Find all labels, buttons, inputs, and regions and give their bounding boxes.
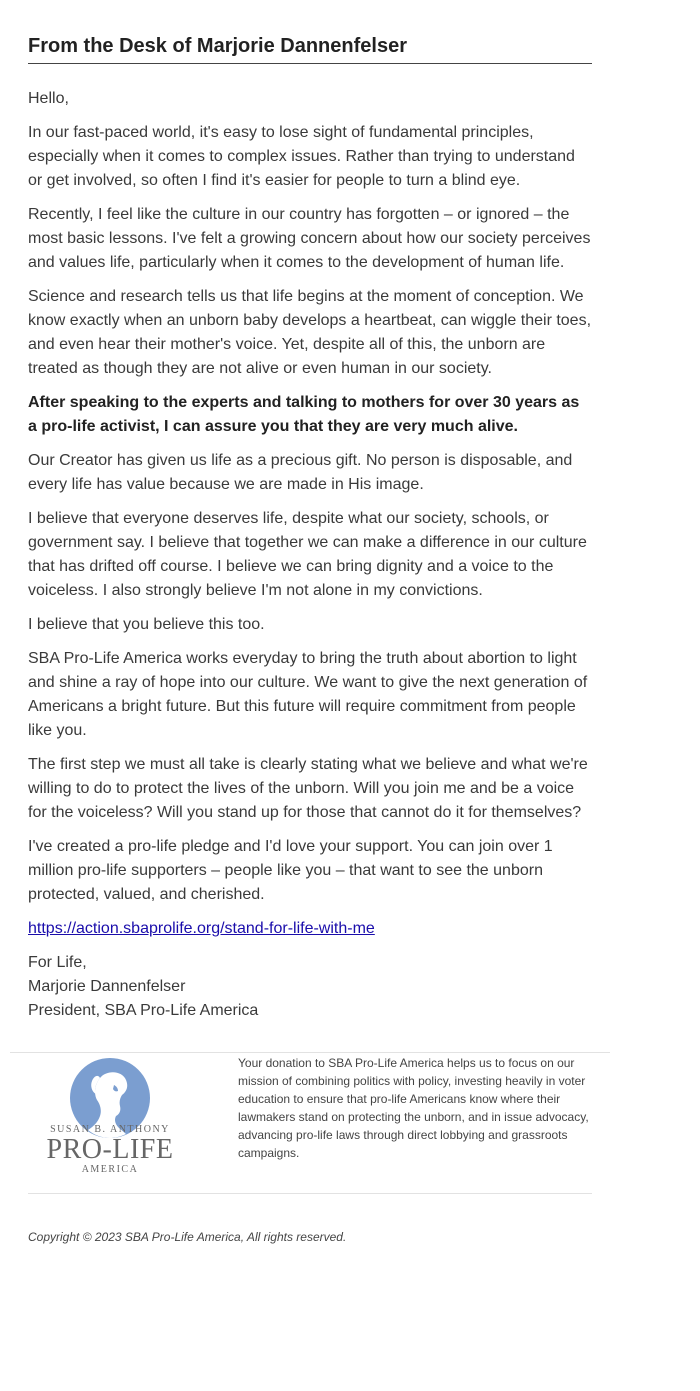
page-title: From the Desk of Marjorie Dannenfelser <box>28 34 592 64</box>
paragraph-10: I've created a pro-life pledge and I'd love your support. You can join over 1 million pro-life supporters – people like you – that want to see the unborn protected, valued, and cherished. <box>28 838 553 903</box>
logo-bottom-text: AMERICA <box>81 1164 139 1175</box>
copyright-notice: Copyright © 2023 SBA Pro-Life America, All rights reserved. <box>28 1230 347 1244</box>
signer-name: Marjorie Dannenfelser <box>28 978 186 995</box>
donation-description: Your donation to SBA Pro-Life America helps us to focus on our mission of combining politics with policy, investing heavily in voter education to ensure that pro-life Americans know where their lawmakers stand on protecting the unborn, and in issue advocacy, advancing pro-life laws through direct lobbying and grassroots campaigns. <box>238 1056 589 1160</box>
sba-logo <box>28 1058 192 1176</box>
paragraph-9: The first step we must all take is clearly stating what we believe and what we're willing to do to protect the lives of the unborn. Will you join me and be a voice for the voiceless? Will you stand up for those that cannot do it for themselves? <box>28 756 588 821</box>
paragraph-2: Recently, I feel like the culture in our country has forgotten – or ignored – the most basic lessons. I've felt a growing concern about how our society perceives and values life, particularly when it comes to the development of human life. <box>28 206 591 271</box>
logo-main-text: PRO-LIFE <box>46 1134 174 1165</box>
footer-divider-top <box>10 1052 610 1053</box>
signoff: For Life, <box>28 954 87 971</box>
letter-body <box>28 0 592 1023</box>
paragraph-7: I believe that you believe this too. <box>28 616 265 633</box>
paragraph-5: Our Creator has given us life as a precious gift. No person is disposable, and every life has value because we are made in His image. <box>28 452 573 493</box>
paragraph-1: In our fast-paced world, it's easy to lose sight of fundamental principles, especially when it comes to complex issues. Rather than trying to understand or get involved, so often I find it's easier for people to turn a blind eye. <box>28 124 575 189</box>
signer-title: President, SBA Pro-Life America <box>28 1002 259 1019</box>
paragraph-6: I believe that everyone deserves life, despite what our society, schools, or government say. I believe that together we can make a difference in our culture that has drifted off course. I believe we can bring dignity and a voice to the voiceless. I also strongly believe I'm not alone in my convictions. <box>28 510 587 599</box>
paragraph-4-bold: After speaking to the experts and talking to mothers for over 30 years as a pro-life activist, I can assure you that they are very much alive. <box>28 394 580 435</box>
pledge-link[interactable]: https://action.sbaprolife.org/stand-for-life-with-me <box>28 920 375 937</box>
footer-divider-bottom <box>28 1193 592 1194</box>
logo-top-text: SUSAN B. ANTHONY <box>50 1124 170 1135</box>
paragraph-3: Science and research tells us that life begins at the moment of conception. We know exactly when an unborn baby develops a heartbeat, can wiggle their toes, and even hear their mother's voice. Yet, despite all of this, the unborn are treated as though they are not alive or even human in our society. <box>28 288 592 377</box>
greeting: Hello, <box>28 90 69 107</box>
pledge-link-paragraph <box>28 917 592 941</box>
paragraph-8: SBA Pro-Life America works everyday to bring the truth about abortion to light and shine a ray of hope into our culture. We want to give the next generation of Americans a bright future. But this future will require commitment from people like you. <box>28 650 588 739</box>
signature-block <box>28 951 592 1023</box>
